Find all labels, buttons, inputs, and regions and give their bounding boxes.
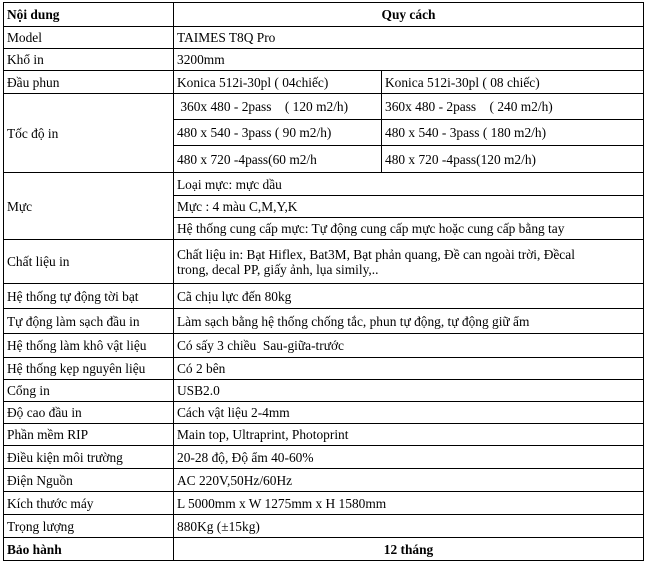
material-line-1: Chất liệu in: Bạt Hiflex, Bat3M, Bạt phản quang, Đề can ngoài trời, Đềcal: [177, 246, 575, 262]
row-label: Tốc độ in: [4, 94, 174, 173]
row-label: Phần mềm RIP: [4, 424, 174, 446]
row-value: Có 2 bên: [174, 358, 644, 380]
row-label: Đầu phun: [4, 71, 174, 94]
row-print-head: [4, 71, 644, 94]
row-value: 20-28 độ, Độ ẩm 40-60%: [174, 446, 644, 469]
speed-3pass-a: 480 x 540 - 3pass ( 90 m2/h): [174, 120, 382, 146]
row-material: [4, 240, 644, 284]
ink-colors: Mực : 4 màu C,M,Y,K: [174, 196, 644, 218]
row-rip: [4, 424, 644, 446]
row-label: Kích thước máy: [4, 492, 174, 515]
row-model: [4, 27, 644, 49]
speed-2pass-b: 360x 480 - 2pass ( 240 m2/h): [382, 94, 644, 120]
row-value: AC 220V,50Hz/60Hz: [174, 469, 644, 492]
ink-supply: Hệ thống cung cấp mực: Tự động cung cấp mực hoặc cung cấp bằng tay: [174, 218, 644, 240]
row-label: Điều kiện môi trường: [4, 446, 174, 469]
print-head-option-1: Konica 512i-30pl ( 04chiếc): [174, 71, 382, 94]
row-label: Cổng in: [4, 380, 174, 402]
row-label: Hệ thống tự động tời bạt: [4, 284, 174, 309]
row-dryer: [4, 334, 644, 358]
row-value: Cách vật liệu 2-4mm: [174, 402, 644, 424]
table-header-row: [4, 3, 644, 27]
row-value: L 5000mm x W 1275mm x H 1580mm: [174, 492, 644, 515]
row-value: Main top, Ultraprint, Photoprint: [174, 424, 644, 446]
row-clamp: [4, 358, 644, 380]
row-value: USB2.0: [174, 380, 644, 402]
row-dimensions: [4, 492, 644, 515]
row-warranty: [4, 538, 644, 561]
row-print-width: [4, 49, 644, 71]
row-label: Hệ thống kẹp nguyên liệu: [4, 358, 174, 380]
speed-2pass-a: 360x 480 - 2pass ( 120 m2/h): [174, 94, 382, 120]
row-label: Tự động làm sạch đầu in: [4, 309, 174, 334]
row-label: Bảo hành: [4, 538, 174, 561]
row-label: Khổ in: [4, 49, 174, 71]
speed-4pass-b: 480 x 720 -4pass(120 m2/h): [382, 146, 644, 173]
row-auto-roll: [4, 284, 644, 309]
row-head-height: [4, 402, 644, 424]
row-label: Độ cao đầu in: [4, 402, 174, 424]
spec-table: [3, 2, 644, 561]
row-label: Mực: [4, 173, 174, 240]
speed-3pass-b: 480 x 540 - 3pass ( 180 m2/h): [382, 120, 644, 146]
row-value: TAIMES T8Q Pro: [174, 27, 644, 49]
row-environment: [4, 446, 644, 469]
row-label: Trọng lượng: [4, 515, 174, 538]
header-content: Nội dung: [4, 3, 174, 27]
row-ink: [4, 173, 644, 196]
row-value: Cã chịu lực đến 80kg: [174, 284, 644, 309]
row-value: 3200mm: [174, 49, 644, 71]
row-value: 880Kg (±15kg): [174, 515, 644, 538]
material-line-2: trong, decal PP, giấy ảnh, lụa simily,..: [177, 261, 379, 277]
row-head-clean: [4, 309, 644, 334]
row-power: [4, 469, 644, 492]
row-label: Hệ thống làm khô vật liệu: [4, 334, 174, 358]
row-value: Có sấy 3 chiều Sau-giữa-trước: [174, 334, 644, 358]
row-speed: [4, 94, 644, 120]
row-port: [4, 380, 644, 402]
speed-4pass-a: 480 x 720 -4pass(60 m2/h: [174, 146, 382, 173]
header-spec: Quy cách: [174, 3, 644, 27]
material-value: [174, 240, 644, 284]
print-head-option-2: Konica 512i-30pl ( 08 chiếc): [382, 71, 644, 94]
ink-type: Loại mực: mực dầu: [174, 173, 644, 196]
row-label: Model: [4, 27, 174, 49]
row-value: 12 tháng: [174, 538, 644, 561]
row-label: Điện Nguồn: [4, 469, 174, 492]
row-label: Chất liệu in: [4, 240, 174, 284]
row-value: Làm sạch bằng hệ thống chống tắc, phun tự động, tự động giữ ẩm: [174, 309, 644, 334]
row-weight: [4, 515, 644, 538]
